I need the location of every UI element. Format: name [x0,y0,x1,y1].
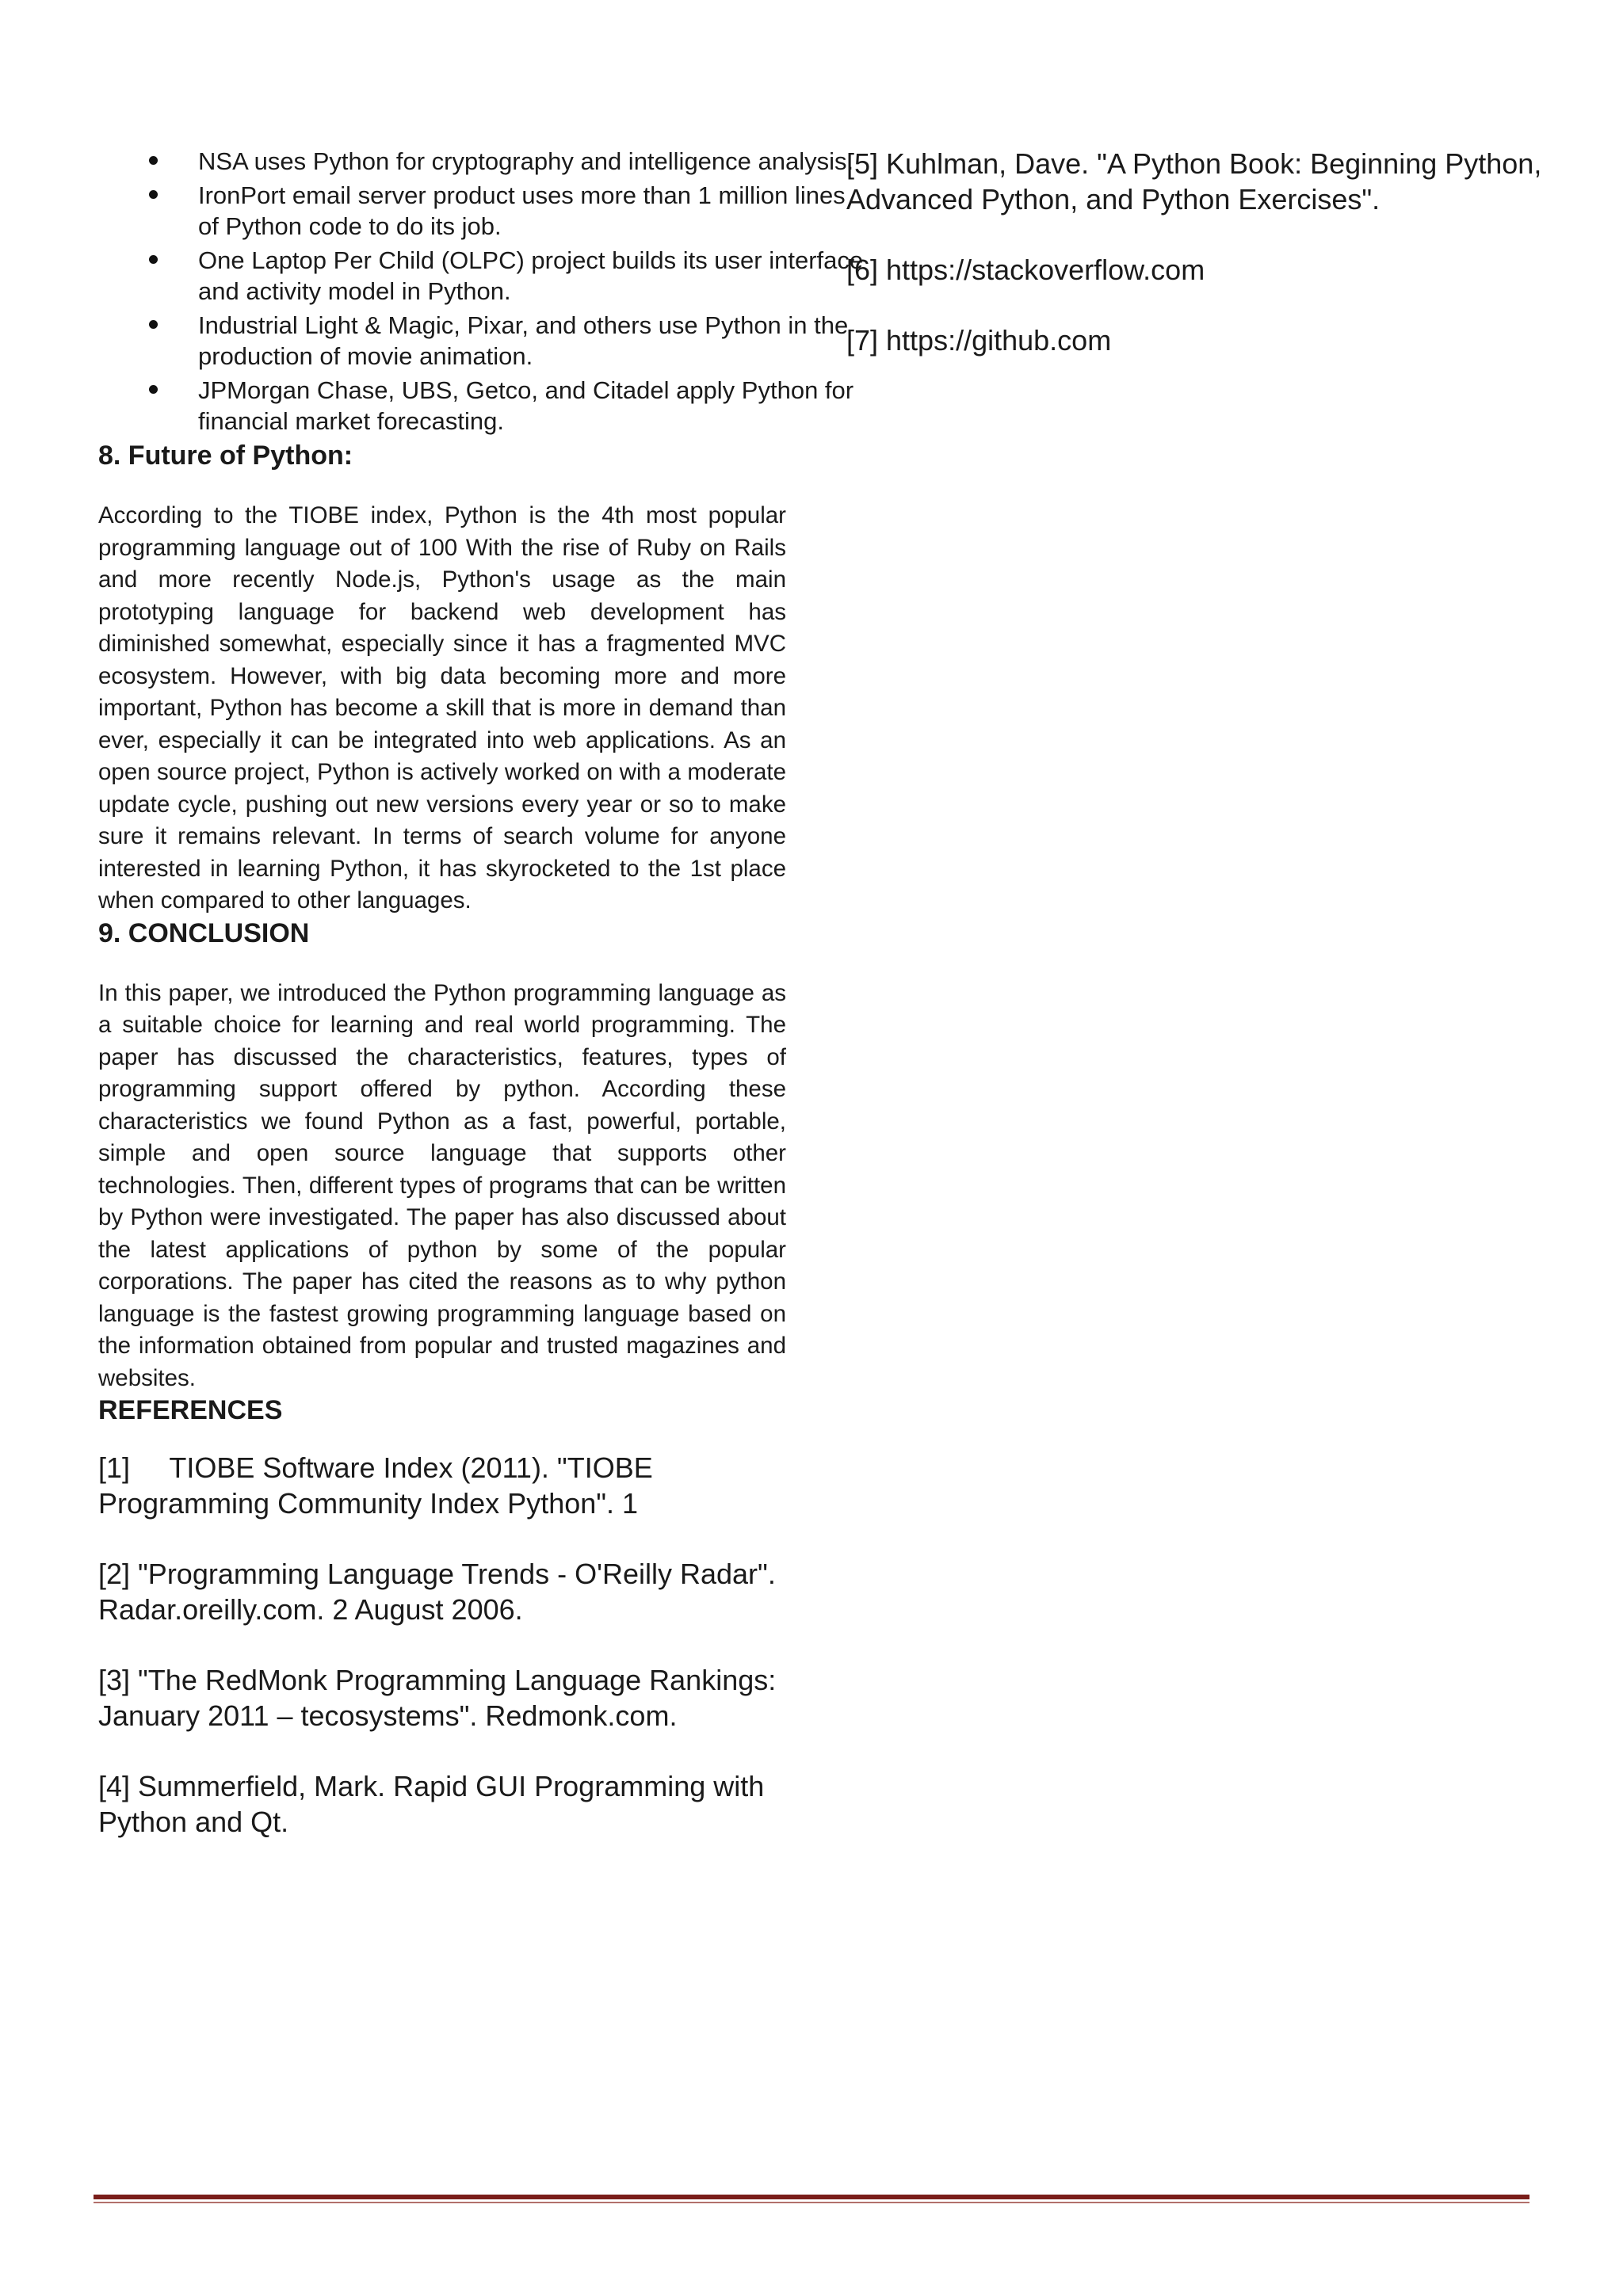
reference-item: [5] Kuhlman, Dave. "A Python Book: Beginning Python, Advanced Python, and Python Exercises". [846,147,1542,215]
bullet-text: One Laptop Per Child (OLPC) project builds its user interface and activity model in Python. [198,246,864,305]
bullet-item [98,310,864,372]
bullet-dot-icon [149,190,158,199]
future-paragraph: According to the TIOBE index, Python is the 4th most popular programming language out of 100 With the rise of Ruby on Rails and more recently Node.js, Python's usage as the main prototyping language for backend web development has diminished somewhat, especially since it has a fragmented MVC ecosystem. However, with big data becoming more and more important, Python has become a skill that is more in demand than ever, especially it can be integrated into web applications. As an open source project, Python is actively worked on with a moderate update cycle, pushing out new versions every year or so to make sure it remains relevant. In terms of search volume for anyone interested in learning Python, it has skyrocketed to the 1st place when compared to other languages. [98,502,786,913]
bullet-dot-icon [149,255,158,264]
reference-item: [1] TIOBE Software Index (2011). "TIOBE Programming Community Index Python". 1 [98,1451,661,1520]
bullet-text: Industrial Light & Magic, Pixar, and others use Python in the production of movie animation. [198,311,849,370]
bullet-item [98,375,864,437]
footer-rule-thin [94,2202,1529,2203]
reference-item: [4] Summerfield, Mark. Rapid GUI Programming with Python and Qt. [98,1770,765,1838]
applications-bullet-list [98,146,864,437]
bullet-dot-icon [149,156,158,165]
bullet-text: NSA uses Python for cryptography and intelligence analysis. [198,147,854,175]
bullet-text: IronPort email server product uses more than 1 million lines of Python code to do its job. [198,181,846,240]
future-heading: 8. Future of Python: [98,441,353,471]
conclusion-paragraph: In this paper, we introduced the Python programming language as a suitable choice for learning and real world programming. The paper has discussed the characteristics, features, types of programming support offered by python. According these characteristics we found Python as a fast, powerful, portable, simple and open source language that supports other technologies. Then, different types of programs that can be written by Python were investigated. The paper has also discussed about the latest applications of python by some of the popular corporations. The paper has cited the reasons as to why python language is the fastest growing programming language based on the information obtained from popular and trusted magazines and websites. [98,979,786,1391]
bullet-item [98,245,864,307]
bullet-dot-icon [149,320,158,329]
reference-item: [3] "The RedMonk Programming Language Rankings: January 2011 – tecosystems". Redmonk.com. [98,1664,777,1732]
bullet-text: JPMorgan Chase, UBS, Getco, and Citadel apply Python for financial market forecasting. [198,376,854,435]
bullet-item [98,180,864,242]
reference-link[interactable]: [7] https://github.com [846,324,1112,357]
right-column [846,146,1560,393]
bullet-item [98,146,864,177]
references-heading: REFERENCES [98,1395,283,1425]
reference-item: [2] "Programming Language Trends - O'Reilly Radar". Radar.oreilly.com. 2 August 2006. [98,1558,776,1626]
conclusion-heading: 9. CONCLUSION [98,917,310,948]
left-column [98,146,864,1840]
footer-rule-thick [94,2195,1529,2199]
reference-link[interactable]: [6] https://stackoverflow.com [846,254,1205,286]
bullet-dot-icon [149,385,158,394]
